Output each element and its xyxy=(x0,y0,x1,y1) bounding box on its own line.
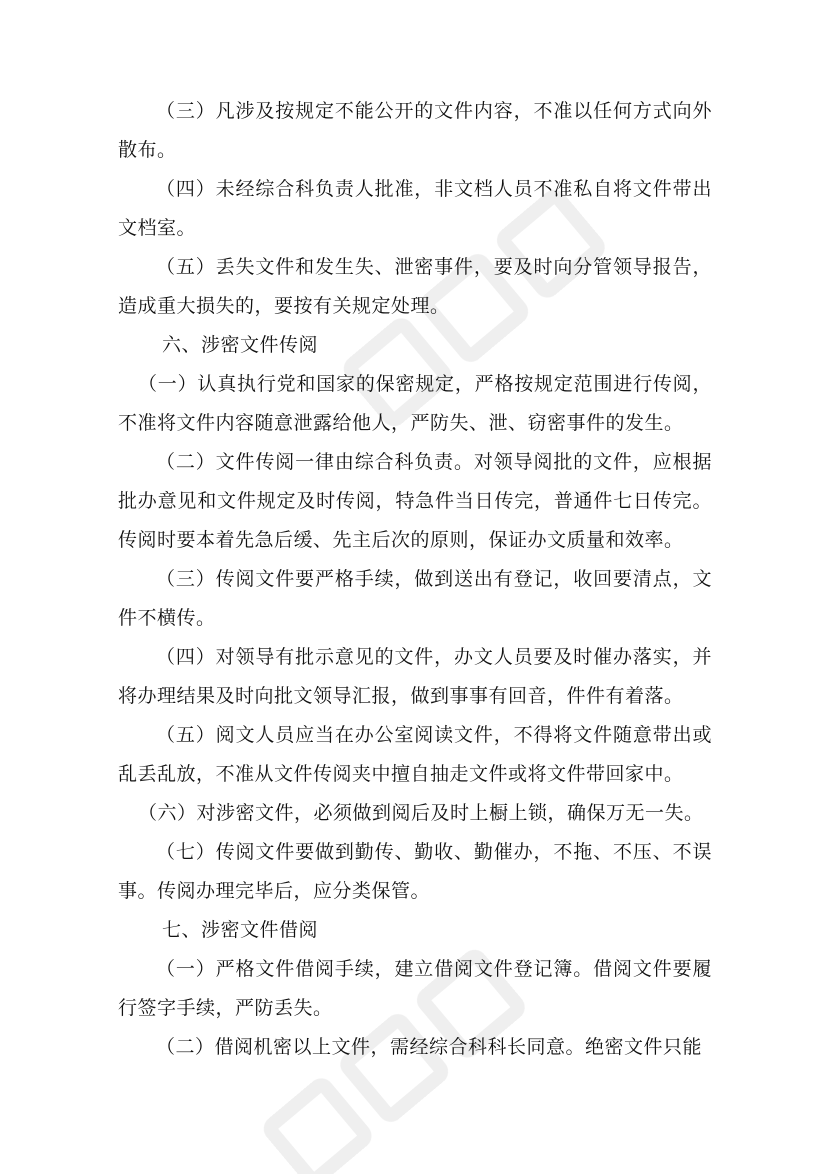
paragraph: （二）文件传阅一律由综合科负责。对领导阅批的文件，应根据批办意见和文件规定及时传阅，特急件当日传完，普通件七日传完。传阅时要本着先急后缓、先主后次的原则，保证办文质量和效率。 xyxy=(118,451,712,551)
paragraph: （六）对涉密文件，必须做到阅后及时上橱上锁，确保万无一失。 xyxy=(138,802,704,824)
paragraph: （七）传阅文件要做到勤传、勤收、勤催办，不拖、不压、不误事。传阅办理完毕后，应分类保管。 xyxy=(118,841,712,902)
paragraph: （三）凡涉及按规定不能公开的文件内容，不准以任何方式向外散布。 xyxy=(118,100,712,161)
paragraph: （五）丢失文件和发生失、泄密事件，要及时向分管领导报告，造成重大损失的，要按有关规定处理。 xyxy=(118,256,712,317)
section-heading: 七、涉密文件借阅 xyxy=(162,919,319,941)
document-body xyxy=(118,92,712,1067)
section-heading: 六、涉密文件传阅 xyxy=(162,334,319,356)
paragraph: （五）阅文人员应当在办公室阅读文件，不得将文件随意带出或乱丢乱放，不准从文件传阅夹中擅自抽走文件或将文件带回家中。 xyxy=(118,724,712,785)
paragraph: （四）对领导有批示意见的文件，办文人员要及时催办落实，并将办理结果及时向批文领导汇报，做到事事有回音，件件有着落。 xyxy=(118,646,712,707)
paragraph: （一）认真执行党和国家的保密规定，严格按规定范围进行传阅，不准将文件内容随意泄露给他人，严防失、泄、窃密事件的发生。 xyxy=(118,373,712,434)
paragraph: （四）未经综合科负责人批准，非文档人员不准私自将文件带出文档室。 xyxy=(118,178,712,239)
paragraph: （三）传阅文件要严格手续，做到送出有登记，收回要清点，文件不横传。 xyxy=(118,568,712,629)
paragraph: （一）严格文件借阅手续，建立借阅文件登记簿。借阅文件要履行签字手续，严防丢失。 xyxy=(118,958,712,1019)
paragraph: （二）借阅机密以上文件，需经综合科科长同意。绝密文件只能 xyxy=(156,1036,703,1058)
